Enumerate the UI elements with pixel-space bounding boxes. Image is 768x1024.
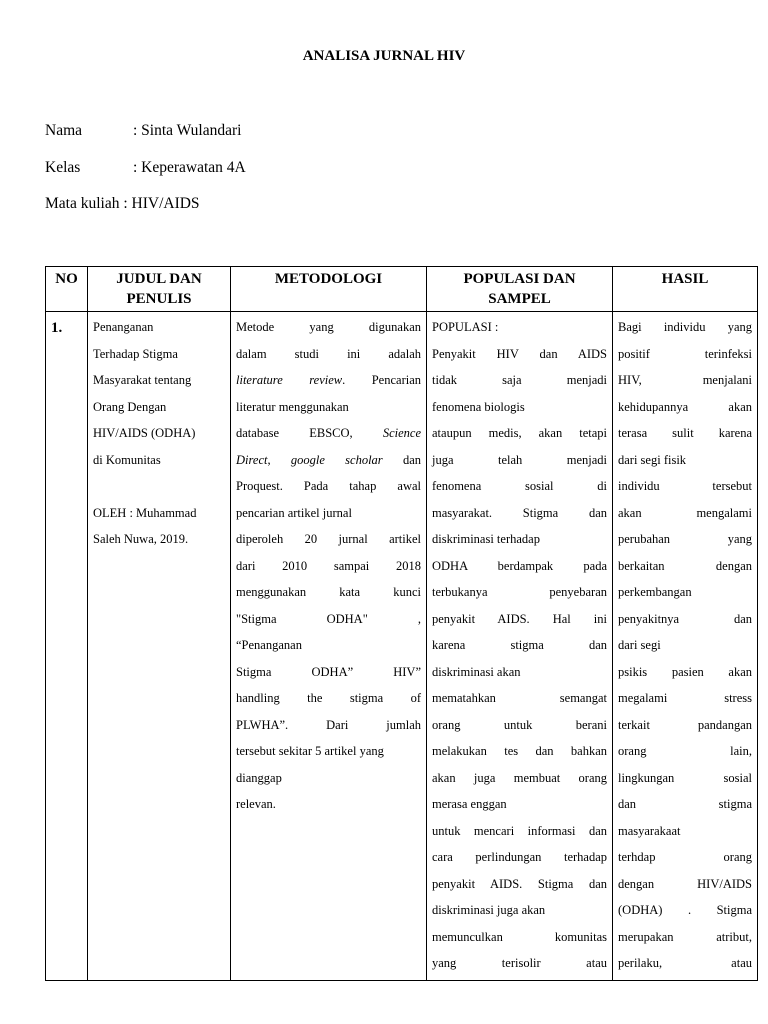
- term-literature-review: literature review: [236, 373, 343, 387]
- cell-judul: [88, 312, 231, 981]
- populasi-line: terbukanya penyebaran: [432, 585, 607, 599]
- hasil-line: psikis pasien akan: [618, 664, 752, 679]
- populasi-line: masyarakat. Stigma dan: [432, 505, 607, 520]
- metodologi-line: dari 2010 sampai 2018: [236, 558, 421, 573]
- populasi-line: penyakit AIDS. Stigma dan: [432, 876, 607, 891]
- metodologi-line: Stigma ODHA” HIV”: [236, 664, 421, 679]
- hasil-line: terkait pandangan: [618, 717, 752, 732]
- judul-line: Masyarakat tentang: [93, 373, 192, 387]
- metodologi-line: relevan.: [236, 797, 276, 811]
- header-no: NO: [46, 267, 88, 312]
- metodologi-line: [236, 420, 421, 447]
- populasi-line: diskriminasi juga akan: [432, 903, 546, 917]
- term-google-scholar: google scholar: [290, 452, 383, 467]
- cell-hasil: [613, 312, 758, 981]
- judul-line: OLEH : Muhammad: [93, 505, 197, 520]
- judul-line: Saleh Nuwa, 2019.: [93, 532, 189, 546]
- journal-analysis-table: [45, 266, 758, 981]
- metodologi-line: menggunakan kata kunci: [236, 585, 421, 599]
- metodologi-line: [236, 367, 421, 394]
- metodologi-line: Proquest. Pada tahap awal: [236, 479, 421, 493]
- info-nama: [45, 122, 241, 140]
- term-direct: Direct: [236, 452, 268, 467]
- hasil-line: megalami stress: [618, 691, 752, 705]
- populasi-line: Penyakit HIV dan AIDS: [432, 346, 607, 361]
- metodologi-line: "Stigma ODHA" ,: [236, 611, 421, 626]
- populasi-line: orang untuk berani: [432, 717, 607, 732]
- hasil-line: dari segi: [618, 638, 661, 652]
- kelas-value: : Keperawatan 4A: [133, 159, 246, 176]
- populasi-line: diskriminasi akan: [432, 664, 521, 679]
- document-title: ANALISA JURNAL HIV: [302, 48, 466, 64]
- populasi-line: mematahkan semangat: [432, 691, 607, 705]
- populasi-line: melakukan tes dan bahkan: [432, 744, 607, 758]
- populasi-line: fenomena biologis: [432, 399, 525, 414]
- populasi-line: cara perlindungan terhadap: [432, 850, 607, 864]
- judul-line: di Komunitas: [93, 452, 161, 467]
- judul-line: Orang Dengan: [93, 399, 167, 414]
- cell-metodologi: [231, 312, 427, 981]
- metodologi-line: dalam studi ini adalah: [236, 346, 421, 361]
- hasil-line: perubahan yang: [618, 532, 752, 546]
- hasil-line: (ODHA) . Stigma: [618, 903, 752, 917]
- populasi-line: yang terisolir atau: [432, 956, 607, 970]
- populasi-line: fenomena sosial di: [432, 479, 607, 493]
- metodologi-line: [236, 447, 421, 474]
- metodologi-line: tersebut sekitar 5 artikel yang: [236, 744, 384, 758]
- hasil-line: akan mengalami: [618, 505, 752, 520]
- judul-line: Terhadap Stigma: [93, 346, 178, 361]
- judul-line: Penanganan: [93, 320, 154, 334]
- hasil-line: merupakan atribut,: [618, 929, 752, 944]
- nama-value: : Sinta Wulandari: [133, 122, 242, 139]
- populasi-line: karena stigma dan: [432, 638, 607, 652]
- metodologi-line: literatur menggunakan: [236, 399, 349, 414]
- metodologi-line: dianggap: [236, 770, 282, 785]
- term-science: Science: [382, 426, 421, 440]
- hasil-line: Bagi individu yang: [618, 320, 752, 334]
- hasil-line: individu tersebut: [618, 479, 752, 493]
- mata-kuliah-value: : HIV/AIDS: [123, 195, 200, 212]
- hasil-line: dari segi fisik: [618, 452, 687, 467]
- header-judul: JUDUL DAN PENULIS: [88, 267, 231, 312]
- header-populasi: POPULASI DAN SAMPEL: [427, 267, 613, 312]
- populasi-line: merasa enggan: [432, 797, 507, 811]
- populasi-line: ataupun medis, akan tetapi: [432, 426, 607, 440]
- header-hasil: HASIL: [613, 267, 758, 312]
- metodologi-line: “Penanganan: [236, 638, 302, 652]
- hasil-line: dengan HIV/AIDS: [618, 876, 752, 891]
- metodologi-text: ,: [267, 452, 271, 467]
- table-header-row: [46, 267, 758, 312]
- cell-populasi: [427, 312, 613, 981]
- hasil-line: berkaitan dengan: [618, 558, 752, 573]
- populasi-line: tidak saja menjadi: [432, 373, 607, 387]
- populasi-line: akan juga membuat orang: [432, 770, 607, 785]
- header-metodologi: METODOLOGI: [231, 267, 427, 312]
- nama-label: Nama: [45, 122, 83, 139]
- kelas-label: Kelas: [45, 159, 81, 176]
- hasil-line: HIV, menjalani: [618, 373, 752, 387]
- metodologi-text: . Pencarian: [342, 373, 422, 387]
- judul-line: HIV/AIDS (ODHA): [93, 426, 196, 440]
- hasil-line: masyarakaat: [618, 823, 681, 838]
- populasi-line: juga telah menjadi: [432, 452, 607, 467]
- populasi-line: penyakit AIDS. Hal ini: [432, 611, 607, 626]
- hasil-line: terhdap orang: [618, 850, 752, 864]
- populasi-line: diskriminasi terhadap: [432, 532, 540, 546]
- hasil-line: kehidupannya akan: [618, 399, 752, 414]
- table-row: [46, 312, 758, 981]
- hasil-line: positif terinfeksi: [618, 346, 752, 361]
- metodologi-line: handling the stigma of: [236, 691, 421, 705]
- hasil-line: penyakitnya dan: [618, 611, 752, 626]
- metodologi-text: dan: [402, 452, 421, 467]
- mata-kuliah-label: Mata kuliah: [45, 195, 120, 212]
- hasil-line: perkembangan: [618, 585, 692, 599]
- metodologi-line: diperoleh 20 jurnal artikel: [236, 532, 421, 546]
- populasi-line: POPULASI :: [432, 320, 499, 334]
- hasil-line: terasa sulit karena: [618, 426, 752, 440]
- hasil-line: lingkungan sosial: [618, 770, 752, 785]
- info-mata-kuliah: [45, 195, 200, 213]
- populasi-line: ODHA berdampak pada: [432, 558, 607, 573]
- cell-no: 1.: [46, 312, 88, 981]
- populasi-line: memunculkan komunitas: [432, 929, 607, 944]
- hasil-line: perilaku, atau: [618, 956, 752, 970]
- judul-spacer: [93, 473, 225, 500]
- info-kelas: [45, 159, 246, 177]
- hasil-line: orang lain,: [618, 744, 752, 758]
- metodologi-text: database EBSCO,: [236, 426, 353, 440]
- hasil-line: dan stigma: [618, 797, 752, 811]
- metodologi-line: Metode yang digunakan: [236, 320, 421, 334]
- populasi-line: untuk mencari informasi dan: [432, 823, 607, 838]
- metodologi-line: pencarian artikel jurnal: [236, 505, 352, 520]
- metodologi-line: PLWHA”. Dari jumlah: [236, 717, 421, 732]
